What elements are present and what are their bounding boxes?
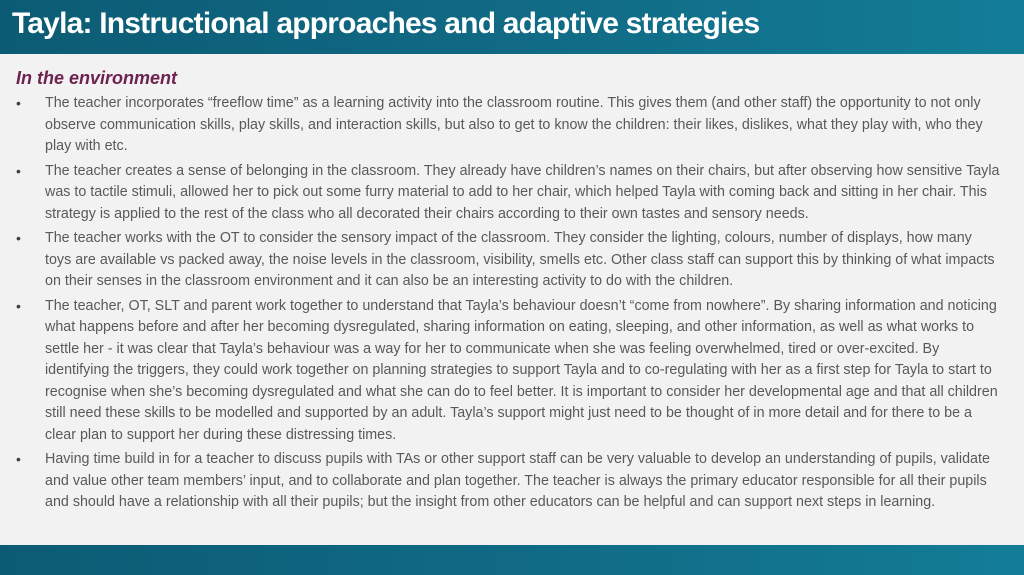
section-heading: In the environment bbox=[16, 68, 178, 88]
bullet-icon: • bbox=[16, 95, 21, 111]
bullet-icon: • bbox=[16, 162, 21, 179]
bullet-text: The teacher incorporates “freeflow time” as a learning activity into the classroom routine. This gives them (and other staff) the opportunity to not only observe communication skills, play skills, and interaction skills, but also to get to know the children: their likes, dislikes, what they play with, who they play with etc. bbox=[45, 95, 983, 154]
bullet-item bbox=[16, 296, 1000, 447]
slide-content bbox=[16, 68, 1000, 517]
bullet-icon: • bbox=[16, 451, 21, 467]
bullet-icon: • bbox=[16, 230, 21, 246]
bullet-text: The teacher creates a sense of belonging in the classroom. They already have children’s names on their chairs, but after observing how sensitive Tayla was to tactile stimuli, allowed her to pick out some furry material to add to her chair, which helped Tayla with coming back and sitting in her chair. This strategy is applied to the rest of the class who all decorated their chairs according to their own tastes and sensory needs. bbox=[45, 162, 1000, 222]
footer-band bbox=[0, 545, 1024, 575]
bullet-icon: • bbox=[16, 297, 21, 314]
bullet-text: The teacher works with the OT to consider the sensory impact of the classroom. They consider the lighting, colours, number of displays, how many toys are available vs packed away, the noise levels in the classroom, visibility, smells etc. Other class staff can support this by thinking of what impacts on their senses in the classroom environment and it can also be an interesting activity to do with the children. bbox=[45, 230, 995, 289]
bullet-list bbox=[16, 93, 1000, 514]
bullet-text: The teacher, OT, SLT and parent work together to understand that Tayla’s behaviour doesn’t “come from nowhere”. By sharing information and noticing what happens before and after her becoming dysregulated, sharing information on eating, sleeping, and other information, as well as what works to settle her - it was clear that Tayla’s behaviour was a way for her to communicate when she was feeling overwhelmed, tired or over-excited. By identifying the triggers, they could work together on planning strategies to support Tayla and to co-regulating with her as a first step for Tayla to start to recognise when she’s becoming dysregulated and what she can do to feel better. It is important to consider her developmental age and that all children still need these skills to be modelled and supported by an adult. Tayla’s support might just need to be thought of in more detail and for there to be a clear plan to support her during these distressing times. bbox=[45, 297, 998, 443]
bullet-item bbox=[16, 161, 1000, 226]
bullet-item bbox=[16, 93, 1000, 158]
title-bar bbox=[0, 0, 1024, 54]
page-title: Tayla: Instructional approaches and adaptive strategies bbox=[12, 7, 760, 40]
bullet-item bbox=[16, 228, 1000, 293]
bullet-text: Having time build in for a teacher to discuss pupils with TAs or other support staff can be very valuable to develop an understanding of pupils, validate and value other team members’ input, and to collaborate and plan together. The teacher is always the primary educator responsible for all their pupils and should have a relationship with all their pupils; but the insight from other educators can be helpful and can support next steps in learning. bbox=[45, 451, 990, 510]
bullet-item bbox=[16, 449, 1000, 514]
